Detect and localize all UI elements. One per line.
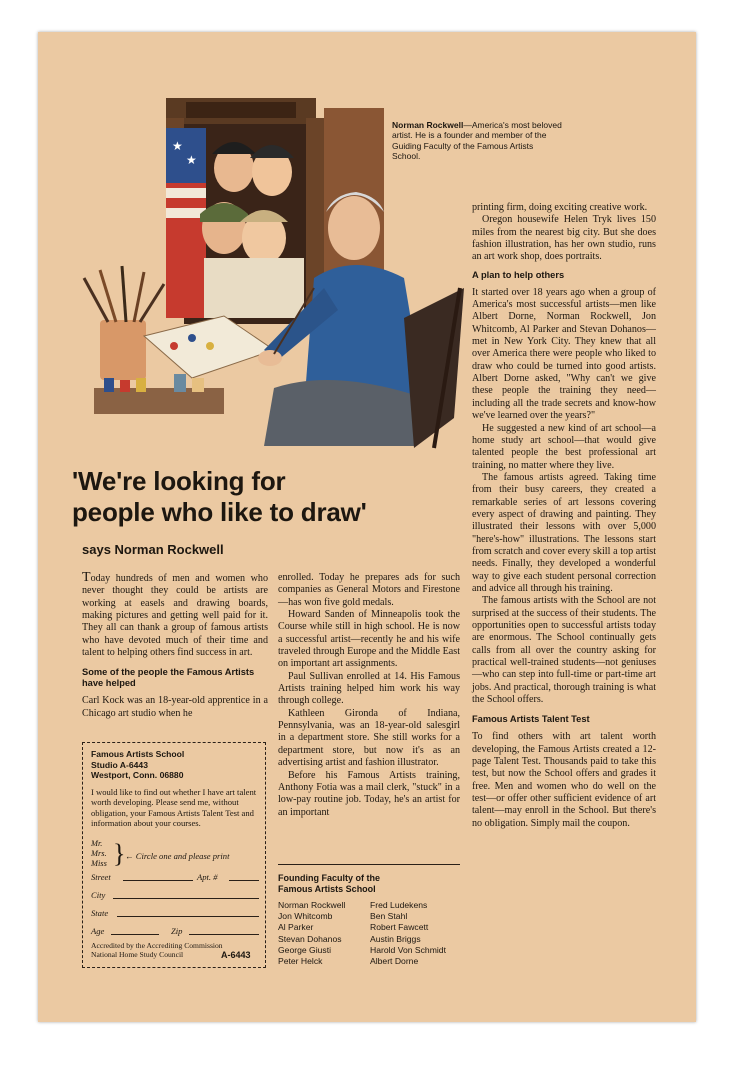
title-options[interactable]: Mr. Mrs. Miss	[91, 839, 107, 868]
faculty-name: Al Parker	[278, 922, 314, 933]
illustration-caption	[392, 120, 562, 162]
faculty-name: Robert Fawcett	[370, 922, 429, 933]
col3-paragraph-1: printing firm, doing exciting creative work.	[472, 202, 648, 213]
svg-text:★: ★	[186, 153, 197, 167]
svg-text:★: ★	[172, 139, 183, 153]
title-brace: }	[113, 839, 126, 868]
intro-paragraph: Today hundreds of men and women who never thought they could be artists are working at easels and drawing boards, making pictures and getting well paid for it. They all can thank a group of famous artists who have devoted much of their time and talent to helping others find success in art.	[82, 570, 268, 659]
col3-paragraph-5: The famous artists agreed. Taking time from their busy careers, they created a remarkable series of art lessons covering every aspect of drawing and painting. They illustrated their lessons with over 5,000 "here's-how" illustrations. The lessons start from scratch and cover every skill a top artist needs. Finally, they developed a wonderful way to give each student personal correction and advice all through his training.	[472, 471, 656, 594]
faculty-list	[278, 900, 446, 967]
faculty-name: Norman Rockwell	[278, 900, 346, 910]
magazine-page	[38, 32, 696, 1022]
state-input[interactable]	[117, 916, 259, 917]
column-1	[82, 572, 268, 720]
faculty-name: Albert Dorne	[370, 956, 419, 967]
col3-paragraph-3: It started over 18 years ago when a group of America's most successful artists—men like Albert Dorne, Norman Rockwell, Jon Whitcomb, Al Parker and Stevan Dohanos—met in New York City. They knew that all over America there were people who liked to draw who could be turned into good artists. Albert Dorne asked, "Why can't we give these people the training they need—including all the trade secrets and know-how we've learned over the years?"	[472, 286, 656, 422]
col2-paragraph-2: Howard Sanden of Minneapolis took the Course while still in high school. He is now a successful artist—recently he and his wife traveled through Europe and the Middle East on important art assignments.	[278, 609, 460, 670]
col3-paragraph-2: Oregon housewife Helen Tryk lives 150 miles from the nearest big city. But she does fashion illustration, has her own studio, runs an art work shop, does portraits.	[472, 214, 656, 263]
caption-text: —America's most beloved artist. He is a founder and member of the Guiding Faculty of the Famous Artists School.	[392, 120, 562, 162]
col2-paragraph-1: enrolled. Today he prepares ads for such companies as General Motors and Firestone—has won five gold medals.	[278, 572, 460, 608]
faculty-name: Harold Von Schmidt	[370, 944, 446, 955]
carl-kock-paragraph: Carl Kock was an 18-year-old apprentice in a Chicago art studio when he	[82, 695, 268, 719]
drop-cap: T	[82, 570, 91, 585]
zip-input[interactable]	[189, 934, 259, 935]
coupon-body: I would like to find out whether I have art talent worth developing. Please send me, without obligation, your Famous Artists Talent Test and information about your courses.	[91, 787, 257, 829]
headline-line-2: people who like to draw'	[72, 497, 367, 527]
subhead: says Norman Rockwell	[82, 542, 224, 557]
faculty-name: Fred Ludekens	[370, 900, 428, 910]
col3-paragraph-6: The famous artists with the School are not surprised at the success of their students. The opportunities open to successful artists today are enormous. The School continually gets calls from all over the country asking for practical well-trained students—not geniuses—who can step into full-time or part-time art jobs. And practical, thorough training is what the School offers.	[472, 595, 656, 706]
col2-paragraph-4: Kathleen Gironda of Indiana, Pennsylvania, was an 18-year-old salesgirl in a department store. She still works for a department store, but now it's as an advertising artist and fashion illustrator.	[278, 707, 460, 769]
street-input[interactable]	[123, 880, 193, 881]
headline-line-1: 'We're looking for	[72, 466, 286, 496]
faculty-name: Austin Briggs	[370, 933, 421, 944]
faculty-name: George Giusti	[278, 944, 332, 955]
faculty-name: Peter Helck	[278, 956, 323, 967]
coupon-address: Famous Artists School Studio A-6443 Westport, Conn. 06880	[91, 749, 185, 780]
faculty-name: Jon Whitcomb	[278, 911, 333, 922]
coupon-code: A-6443	[221, 950, 251, 960]
column-2	[278, 572, 460, 819]
col3-paragraph-7: To find others with art talent worth developing, the Famous Artists created a 12-page Talent Test. Thousands paid to take this test, but now the School offers and grades it free. Men and women who do well on the test—or offer other sufficient evidence of art talent—may enroll in the School. But there's no obligation. Simply mail the coupon.	[472, 731, 656, 829]
people-helped-heading: Some of the people the Famous Artists have helped	[82, 667, 255, 689]
col2-paragraph-3: Paul Sullivan enrolled at 14. His Famous Artists training helped him work his way through college.	[278, 670, 460, 707]
city-input[interactable]	[113, 898, 259, 899]
caption-name: Norman Rockwell	[392, 120, 464, 130]
circle-note: ← Circle one and please print	[125, 851, 230, 861]
age-input[interactable]	[111, 934, 159, 935]
col2-paragraph-5: Before his Famous Artists training, Anthony Fotia was a mail clerk, "stuck" in a low-pay routine job. Today, he's an artist for an important	[278, 769, 460, 818]
column-3	[472, 202, 656, 830]
coupon-form[interactable]: Famous Artists School Studio A-6443 Westport, Conn. 06880 I would like to find out whether I have art talent worth developing. Please send me, without obligation, your Famous Artists Talent Test and information about your courses. Mr. Mrs. Miss } ← Circle one and please print Street Apt. # City State Age Zip Accredited by the Accrediting Commission National Home Study Council A-6443	[82, 742, 266, 968]
col3-paragraph-4: He suggested a new kind of art school—a home study art school—that would give talented people the best professional art training, no matter where they live.	[472, 422, 656, 471]
founding-faculty	[278, 864, 460, 967]
apt-input[interactable]	[229, 880, 259, 881]
accreditation-note: Accredited by the Accrediting Commission National Home Study Council	[91, 941, 223, 959]
plan-heading: A plan to help others	[472, 269, 565, 280]
headline	[72, 466, 472, 528]
faculty-name: Ben Stahl	[370, 911, 408, 922]
faculty-heading: Founding Faculty of the Famous Artists School	[278, 873, 380, 894]
talent-test-heading: Famous Artists Talent Test	[472, 714, 590, 725]
faculty-name: Stevan Dohanos	[278, 933, 342, 944]
